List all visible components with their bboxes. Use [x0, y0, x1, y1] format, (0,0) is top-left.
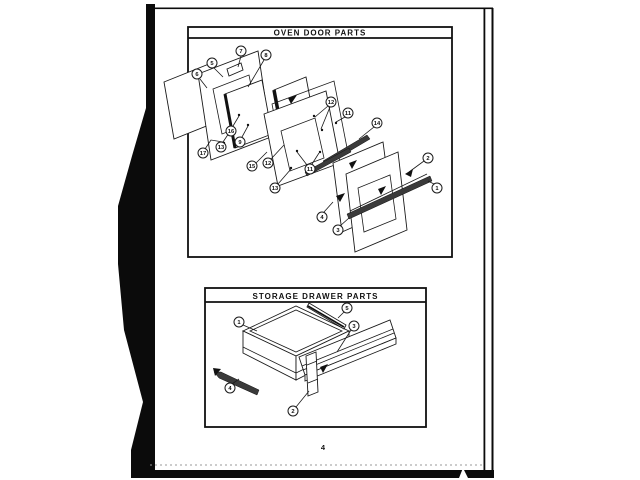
leader-arrow-icon	[405, 169, 413, 177]
svg-text:1: 1	[435, 186, 439, 193]
part-callout	[216, 142, 226, 152]
part-callout	[263, 158, 273, 168]
front-bracket	[306, 352, 318, 396]
svg-text:2: 2	[291, 409, 295, 416]
part-callout	[261, 50, 271, 60]
part-callout	[333, 225, 343, 235]
part-callout	[207, 58, 217, 68]
page-right-edge-inner	[484, 8, 486, 470]
svg-text:3: 3	[336, 228, 340, 235]
screw-icon	[296, 150, 298, 152]
page-number: 4	[320, 443, 326, 452]
svg-text:4: 4	[320, 215, 324, 222]
part-callout	[305, 164, 315, 174]
part-callout	[342, 303, 352, 313]
page-right-edge-outer	[492, 8, 494, 470]
screw-icon	[313, 115, 315, 117]
svg-text:1: 1	[237, 320, 241, 327]
storage-drawer-title: STORAGE DRAWER PARTS	[252, 291, 379, 301]
svg-text:3: 3	[352, 324, 356, 331]
scan-bottom-bar	[146, 470, 494, 478]
part-callout	[198, 148, 208, 158]
screw-icon	[335, 122, 337, 124]
screw-icon	[247, 124, 249, 126]
part-callout	[234, 317, 244, 327]
svg-text:2: 2	[426, 156, 430, 163]
part-callout	[423, 153, 433, 163]
slide-rail-left	[214, 372, 259, 395]
svg-text:16: 16	[227, 129, 235, 136]
svg-text:6: 6	[195, 72, 199, 79]
part-callout	[288, 406, 298, 416]
svg-text:8: 8	[264, 53, 268, 60]
svg-text:12: 12	[327, 100, 335, 107]
svg-text:11: 11	[344, 111, 352, 118]
svg-text:11: 11	[306, 167, 314, 174]
svg-text:5: 5	[210, 61, 214, 68]
oven-door-title: OVEN DOOR PARTS	[273, 28, 367, 38]
part-callout	[225, 383, 235, 393]
screw-icon	[290, 167, 292, 169]
part-callout	[326, 97, 336, 107]
svg-text:14: 14	[373, 121, 381, 128]
svg-text:13: 13	[217, 145, 225, 152]
scan-left-band	[118, 4, 155, 478]
part-callout	[236, 46, 246, 56]
svg-text:5: 5	[345, 306, 349, 313]
part-callout	[226, 126, 236, 136]
svg-text:15: 15	[248, 164, 256, 171]
svg-text:7: 7	[239, 49, 243, 56]
svg-text:17: 17	[199, 151, 207, 158]
svg-text:12: 12	[264, 161, 272, 168]
part-callout	[349, 321, 359, 331]
screw-icon	[321, 129, 323, 131]
part-callout	[235, 137, 245, 147]
screw-icon	[319, 151, 321, 153]
part-callout	[317, 212, 327, 222]
part-callout	[343, 108, 353, 118]
screw-icon	[238, 114, 240, 116]
svg-text:4: 4	[228, 386, 232, 393]
part-callout	[270, 183, 280, 193]
part-callout	[372, 118, 382, 128]
page-top-edge	[150, 8, 493, 10]
part-callout	[247, 161, 257, 171]
part-callout	[432, 183, 442, 193]
svg-text:13: 13	[271, 186, 279, 193]
svg-text:9: 9	[238, 140, 242, 147]
part-callout	[192, 69, 202, 79]
